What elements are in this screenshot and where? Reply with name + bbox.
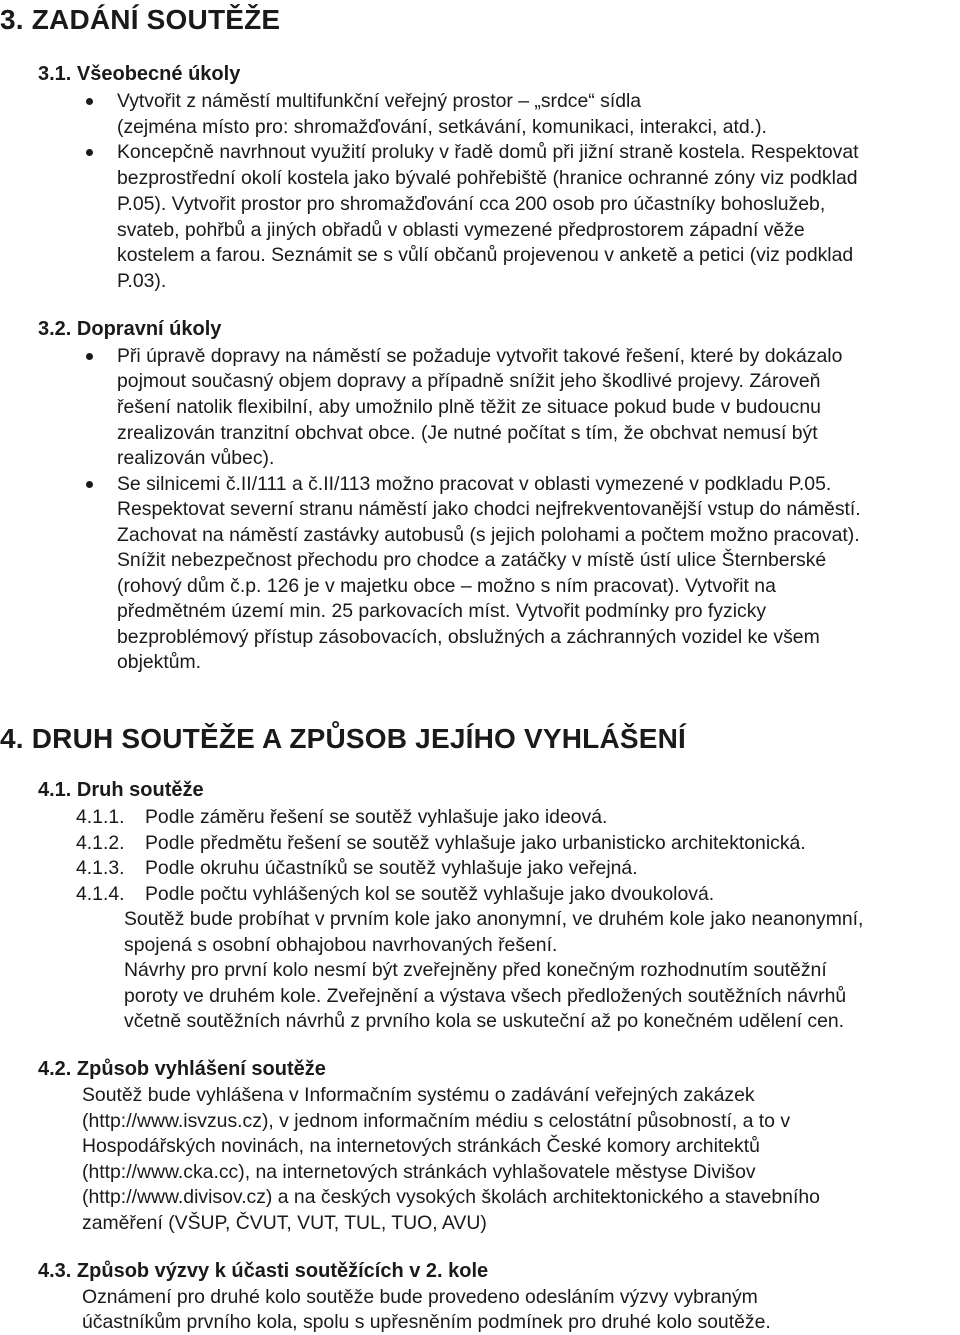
heading-4-2: 4.2. Způsob vyhlášení soutěže — [38, 1058, 326, 1080]
text-line: Soutěž bude vyhlášena v Informačním systému o zadávání veřejných zakázek — [82, 1084, 755, 1106]
item-number: 4.1.2. — [76, 832, 125, 854]
text-line: poroty ve druhém kole. Zveřejnění a výstava všech předložených soutěžních návrhů — [124, 985, 847, 1007]
text-line: (http://www.isvzus.cz), v jednom informačním médiu s celostátní působností, a to v — [82, 1110, 791, 1132]
text-line: bezprostřední okolí kostela jako bývalé pohřebiště (hranice ochranné zóny viz podklad — [117, 167, 858, 189]
text-line: objektům. — [117, 651, 202, 673]
bullet-icon — [86, 353, 93, 360]
heading-section-4: 4. DRUH SOUTĚŽE A ZPŮSOB JEJÍHO VYHLÁŠENÍ — [0, 723, 687, 754]
item-number: 4.1.1. — [76, 806, 125, 828]
bullet-icon — [86, 98, 93, 105]
text-line: Koncepčně navrhnout využití proluky v řadě domů při jižní straně kostela. Respektovat — [117, 141, 859, 163]
text-line: Podle okruhu účastníků se soutěž vyhlašuje jako veřejná. — [145, 857, 638, 879]
text-line: (http://www.divisov.cz) a na českých vysokých školách architektonického a stavebního — [82, 1186, 820, 1208]
text-line: předmětném území min. 25 parkovacích míst. Vytvořit podmínky pro fyzicky — [117, 600, 767, 622]
text-line: Snížit nebezpečnost přechodu pro chodce a zatáčky v místě ústí ulice Šternberské — [117, 549, 827, 571]
text-line: Podle počtu vyhlášených kol se soutěž vyhlašuje jako dvoukolová. — [145, 883, 715, 905]
text-line: P.05). Vytvořit prostor pro shromažďování cca 200 osob pro účastníky bohoslužeb, — [117, 193, 826, 215]
text-line: svateb, pohřbů a jiných obřadů v oblasti vymezené předprostorem západní věže — [117, 219, 805, 241]
text-line: spojená s osobní obhajobou navrhovaných řešení. — [124, 934, 558, 956]
text-line: Respektovat severní stranu náměstí jako chodci nejfrekventovanější vstup do náměstí. — [117, 498, 861, 520]
text-line: Zachovat na náměstí zastávky autobusů (s jejich polohami a počtem možno pracovat). — [117, 524, 860, 546]
text-line: Oznámení pro druhé kolo soutěže bude provedeno odesláním výzvy vybraným — [82, 1286, 758, 1308]
text-line: bezproblémový přístup zásobovacích, obslužných a záchranných vozidel ke všem — [117, 626, 820, 648]
text-line: včetně soutěžních návrhů z prvního kola se uskuteční až po konečném udělení cen. — [124, 1010, 845, 1032]
text-line: Vytvořit z náměstí multifunkční veřejný prostor – „srdce“ sídla — [117, 90, 642, 112]
text-line: (zejména místo pro: shromažďování, setkávání, komunikaci, interakci, atd.). — [117, 116, 767, 138]
text-line: Návrhy pro první kolo nesmí být zveřejněny před konečným rozhodnutím soutěžní — [124, 959, 827, 981]
text-line: (http://www.cka.cc), na internetových stránkách vyhlašovatele městyse Divišov — [82, 1161, 756, 1183]
text-line: Se silnicemi č.II/111 a č.II/113 možno pracovat v oblasti vymezené v podkladu P.05. — [117, 473, 832, 495]
heading-section-3: 3. ZADÁNÍ SOUTĚŽE — [0, 4, 281, 35]
item-number: 4.1.4. — [76, 883, 125, 905]
text-line: Při úpravě dopravy na náměstí se požaduje vytvořit takové řešení, které by dokázalo — [117, 345, 843, 367]
text-line: realizován vůbec). — [117, 447, 275, 469]
bullet-icon — [86, 481, 93, 488]
text-line: účastníkům prvního kola, spolu s upřesněním podmínek pro druhé kolo soutěže. — [82, 1311, 771, 1333]
text-line: Soutěž bude probíhat v prvním kole jako anonymní, ve druhém kole jako neanonymní, — [124, 908, 864, 930]
heading-4-1: 4.1. Druh soutěže — [38, 779, 204, 801]
bullet-icon — [86, 149, 93, 156]
heading-4-3: 4.3. Způsob výzvy k účasti soutěžících v 2. kole — [38, 1260, 489, 1282]
text-line: řešení natolik flexibilní, aby umožnilo plně těžit ze situace pokud bude v budoucnu — [117, 396, 821, 418]
text-line: Podle záměru řešení se soutěž vyhlašuje jako ideová. — [145, 806, 608, 828]
heading-3-1: 3.1. Všeobecné úkoly — [38, 63, 241, 85]
heading-3-2: 3.2. Dopravní úkoly — [38, 318, 222, 340]
text-line: Hospodářských novinách, na internetových stránkách České komory architektů — [82, 1135, 760, 1157]
text-line: zaměření (VŠUP, ČVUT, VUT, TUL, TUO, AVU) — [82, 1212, 487, 1234]
text-line: kostelem a farou. Seznámit se s vůlí občanů projevenou v anketě a petici (viz podklad — [117, 244, 854, 266]
text-line: Podle předmětu řešení se soutěž vyhlašuje jako urbanisticko architektonická. — [145, 832, 806, 854]
text-line: P.03). — [117, 270, 167, 292]
text-line: pojmout současný objem dopravy a případně snížit jeho škodlivé projevy. Zároveň — [117, 370, 821, 392]
text-line: zrealizován tranzitní obchvat obce. (Je nutné počítat s tím, že obchvat nemusí být — [117, 422, 818, 444]
text-line: (rohový dům č.p. 126 je v majetku obce – možno s ním pracovat). Vytvořit na — [117, 575, 776, 597]
item-number: 4.1.3. — [76, 857, 125, 879]
